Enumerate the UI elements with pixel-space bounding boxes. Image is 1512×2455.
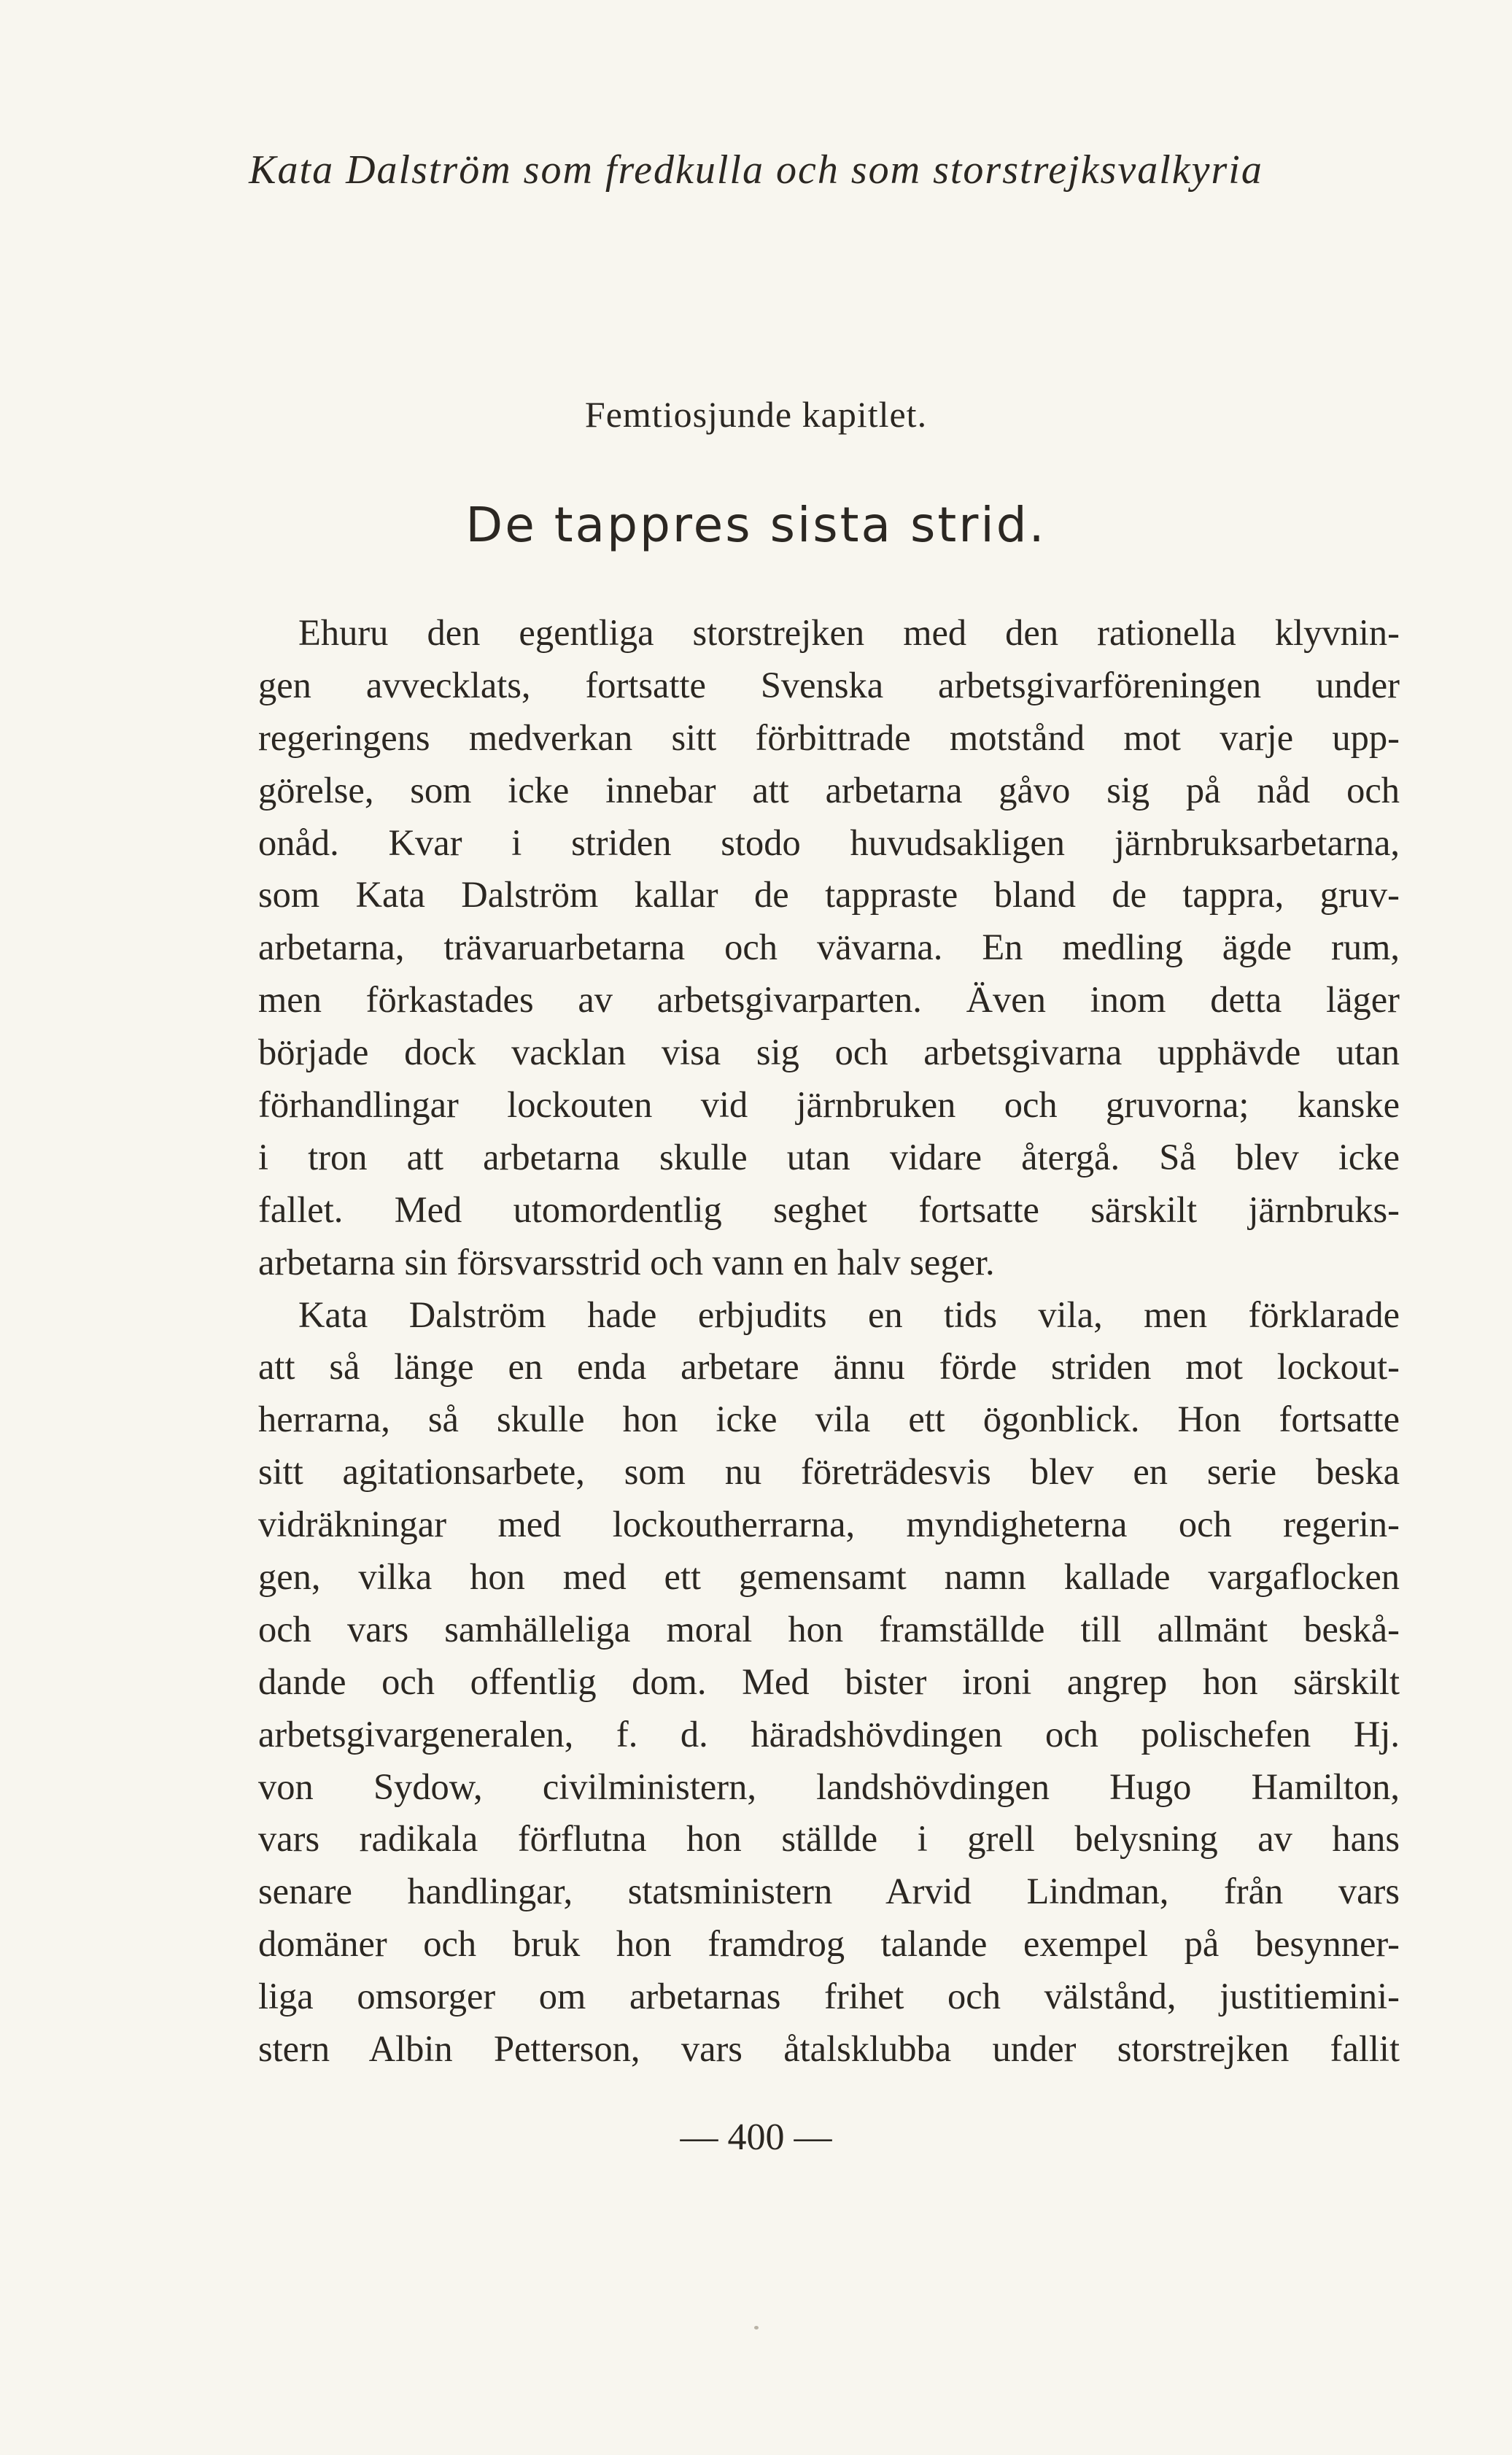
running-head: Kata Dalström som fredkulla och som storstrejksvalkyria (249, 147, 1263, 193)
text-line: liga omsorger om arbetarnas frihet och välstånd, justitiemini- (258, 1976, 1400, 2017)
page-number: — 400 — (680, 2116, 832, 2158)
text-line: sitt agitationsarbete, som nu företrädesvis blev en serie beska (258, 1451, 1400, 1493)
text-line: gen avvecklats, fortsatte Svenska arbetsgivarföreningen under (258, 664, 1400, 705)
text-line: stern Albin Petterson, vars åtalsklubba under storstrejken fallit (258, 2028, 1400, 2070)
text-line: i tron att arbetarna skulle utan vidare återgå. Så blev icke (258, 1136, 1400, 1178)
chapter-label: Femtiosjunde kapitlet. (584, 394, 928, 435)
text-line: fallet. Med utomordentlig seghet fortsatte särskilt järnbruks- (258, 1188, 1400, 1230)
text-line: men förkastades av arbetsgivarparten. Även inom detta läger (258, 979, 1400, 1021)
text-line: att så länge en enda arbetare ännu förde striden mot lockout- (258, 1346, 1400, 1388)
text-line: vars radikala förflutna hon ställde i grell belysning av hans (258, 1818, 1400, 1860)
paper-speck (754, 2326, 759, 2330)
text-line: vidräkningar med lockoutherrarna, myndigheterna och regerin- (258, 1504, 1400, 1545)
text-line: Ehuru den egentliga storstrejken med den rationella klyvnin- (298, 612, 1400, 653)
text-line: som Kata Dalström kallar de tappraste bland de tappra, gruv- (258, 874, 1400, 916)
text-line: arbetsgivargeneralen, f. d. häradshövdingen och polischefen Hj. (258, 1713, 1400, 1755)
text-line: arbetarna, trävaruarbetarna och vävarna. En medling ägde rum, (258, 927, 1400, 968)
text-line: förhandlingar lockouten vid järnbruken och gruvorna; kanske (258, 1084, 1400, 1126)
text-line: arbetarna sin försvarsstrid och vann en halv seger. (258, 1241, 995, 1283)
text-line: och vars samhälleliga moral hon framställde till allmänt beskå- (258, 1608, 1400, 1650)
text-line: herrarna, så skulle hon icke vila ett ögonblick. Hon fortsatte (258, 1399, 1400, 1440)
text-line: dande och offentlig dom. Med bister ironi angrep hon särskilt (258, 1660, 1400, 1702)
text-line: senare handlingar, statsministern Arvid Lindman, från vars (258, 1871, 1400, 1912)
text-line: görelse, som icke innebar att arbetarna gåvo sig på nåd och (258, 769, 1400, 811)
text-line: började dock vacklan visa sig och arbetsgivarna upphävde utan (258, 1032, 1400, 1073)
text-line: onåd. Kvar i striden stodo huvudsakligen järnbruksarbetarna, (258, 821, 1400, 863)
text-line: gen, vilka hon med ett gemensamt namn kallade vargaflocken (258, 1556, 1400, 1598)
body-text (258, 607, 1400, 2076)
text-line: Kata Dalström hade erbjudits en tids vila, men förklarade (298, 1294, 1400, 1335)
text-line: domäner och bruk hon framdrog talande exempel på besynner- (258, 1923, 1400, 1965)
chapter-title: De tappres sista strid. (465, 497, 1047, 553)
text-line: regeringens medverkan sitt förbittrade motstånd mot varje upp- (258, 716, 1400, 758)
text-line: von Sydow, civilministern, landshövdingen Hugo Hamilton, (258, 1766, 1400, 1807)
